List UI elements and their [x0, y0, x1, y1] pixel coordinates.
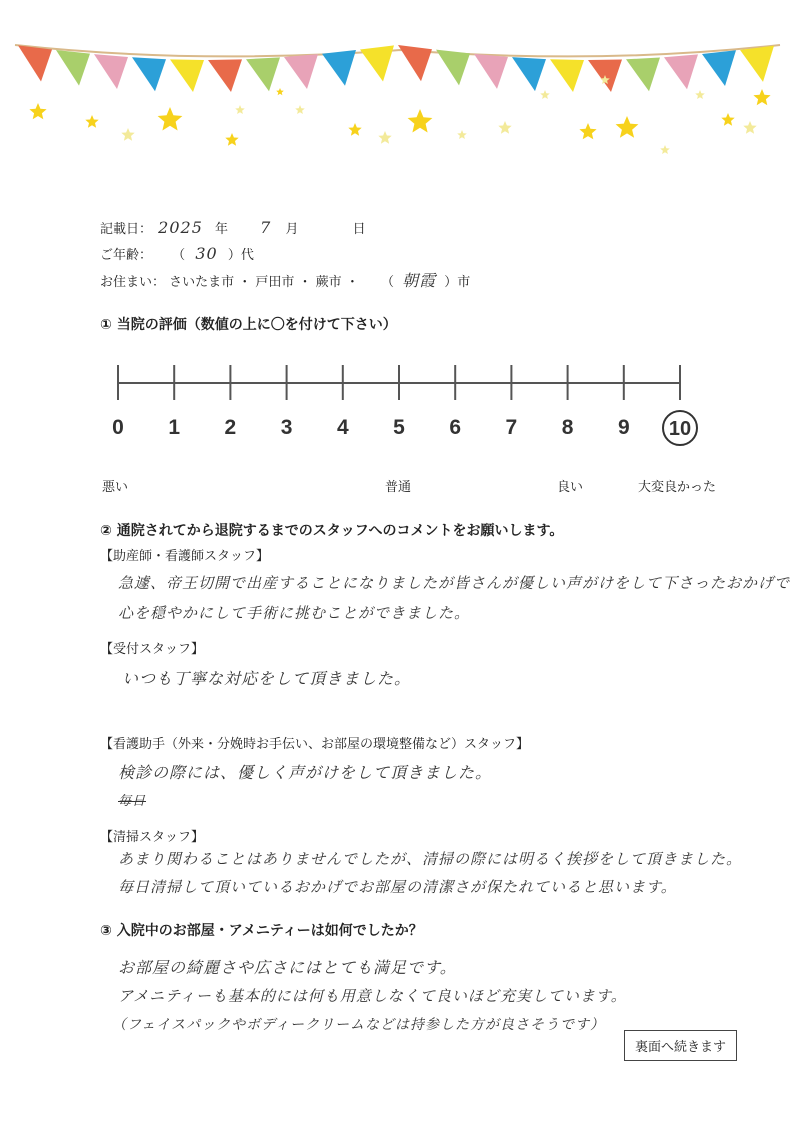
bunting-flag — [436, 50, 470, 86]
star-icon — [235, 105, 245, 114]
star-icon — [121, 128, 134, 141]
label-normal: 普通 — [385, 480, 412, 495]
bunting-flag — [246, 57, 280, 91]
continue-box — [624, 1030, 737, 1061]
bunting-flag — [474, 54, 508, 89]
star-icon — [348, 123, 361, 136]
star-icon — [579, 123, 596, 139]
star-icon — [660, 145, 670, 154]
star-icon — [721, 113, 734, 126]
reception-comment-line1: いつも丁寧な対応をして頂きました。 — [122, 669, 412, 688]
assistant-title: 【看護助手（外来・分娩時お手伝い、お部屋の環境整備など）スタッフ】 — [100, 737, 530, 752]
bunting-flag — [626, 58, 660, 92]
bunting-flag — [18, 45, 52, 81]
section2-title: ② 通院されてから退院するまでのスタッフへのコメントをお願いします。 — [100, 523, 564, 539]
star-icon — [753, 89, 770, 105]
rating-scale — [0, 350, 800, 410]
bunting-flag — [322, 50, 356, 86]
scale-tick-label[interactable]: 9 — [617, 416, 630, 439]
address-open: （ — [380, 275, 394, 290]
star-icon — [378, 131, 391, 144]
star-icon — [616, 116, 639, 138]
star-decorations — [29, 75, 770, 154]
scale-tick-label[interactable]: 0 — [112, 416, 124, 439]
star-icon — [85, 115, 98, 128]
section3-comment-line1: お部屋の綺麗さや広さにはとても満足です。 — [118, 958, 457, 977]
address-options: さいたま市 ・ 戸田市 ・ 蕨市 ・ — [169, 275, 359, 290]
cleaning-comment-line2: 毎日清掃して頂いているおかげでお部屋の清潔さが保たれていると思います。 — [118, 878, 677, 896]
star-icon — [295, 105, 305, 114]
scale-tick-label[interactable]: 8 — [561, 416, 574, 439]
bunting-flag — [740, 46, 774, 82]
midwife-comment-line2: 心を穏やかにして手術に挑むことができました。 — [118, 604, 471, 622]
bunting-flag — [360, 45, 394, 81]
star-icon — [276, 88, 284, 95]
address-close: ）市 — [444, 275, 471, 290]
age-close: ）代 — [227, 248, 254, 263]
bunting-flag — [550, 59, 584, 92]
date-label: 記載日： — [100, 222, 153, 237]
bunting-flag — [132, 57, 166, 91]
month-value: 7 — [260, 218, 272, 237]
bunting-flag — [170, 59, 204, 92]
bunting-banner — [0, 0, 800, 180]
assistant-struck-text: 毎日 — [118, 794, 147, 809]
midwife-comment-line1: 急遽、帝王切開で出産することになりましたが皆さんが優しい声がけをして下さったおかげで — [118, 574, 791, 592]
reception-title: 【受付スタッフ】 — [100, 642, 205, 657]
star-icon — [743, 121, 756, 134]
star-icon — [29, 103, 46, 119]
bunting-flags — [18, 45, 774, 92]
bunting-flag — [702, 50, 736, 86]
scale-tick-label[interactable]: 1 — [168, 416, 181, 439]
star-icon — [540, 90, 550, 99]
star-icon — [695, 90, 705, 99]
label-very-good: 大変良かった — [638, 480, 717, 495]
cleaning-comment-line1: あまり関わることはありませんでしたが、清掃の際には明るく挨拶をして頂きました。 — [118, 850, 743, 868]
date-row — [100, 218, 366, 237]
scale-tick-label[interactable]: 5 — [393, 416, 405, 439]
month-unit: 月 — [285, 222, 299, 237]
scale-tick-label[interactable]: 4 — [336, 416, 349, 439]
bunting-flag — [512, 57, 546, 91]
section1-title: ① 当院の評価（数値の上に〇を付けて下さい） — [100, 317, 397, 333]
star-icon — [498, 121, 511, 134]
bunting-string — [15, 45, 780, 56]
age-value: 30 — [195, 244, 218, 263]
age-open: （ — [172, 248, 186, 263]
assistant-comment-line1: 検診の際には、優しく声がけをして頂きました。 — [118, 763, 493, 782]
scale-tick-label[interactable]: 7 — [505, 416, 518, 439]
section3-title: ③ 入院中のお部屋・アメニティーは如何でしたか？ — [100, 923, 423, 939]
star-icon — [457, 130, 467, 139]
address-value: 朝霞 — [402, 271, 437, 290]
cleaning-title: 【清掃スタッフ】 — [100, 830, 205, 845]
day-unit: 日 — [352, 222, 366, 237]
label-good: 良い — [557, 480, 584, 495]
continue-label: 裏面へ続きます — [635, 1040, 727, 1055]
address-row — [100, 268, 470, 291]
section3-comment-line2: アメニティーも基本的には何も用意しなくて良いほど充実しています。 — [118, 987, 627, 1005]
scale-tick-label[interactable]: 10 — [662, 410, 698, 446]
label-bad: 悪い — [102, 480, 129, 495]
bunting-flag — [208, 59, 242, 92]
scale-tick-label[interactable]: 6 — [449, 416, 462, 439]
age-row — [100, 244, 254, 263]
star-icon — [408, 109, 433, 133]
address-label: お住まい： — [100, 275, 166, 290]
bunting-flag — [398, 45, 432, 81]
scale-tick-label[interactable]: 2 — [224, 416, 237, 439]
year-value: 2025 — [158, 218, 203, 237]
age-label: ご年齢： — [100, 248, 153, 263]
bunting-flag — [56, 50, 90, 86]
midwife-title: 【助産師・看護師スタッフ】 — [100, 549, 270, 564]
bunting-flag — [664, 54, 698, 89]
bunting-flag — [284, 54, 318, 89]
year-unit: 年 — [215, 222, 229, 237]
section3-comment-line3: （フェイスパックやボディークリームなどは持参した方が良さそうです） — [112, 1017, 606, 1033]
star-icon — [158, 107, 183, 131]
scale-tick-label[interactable]: 3 — [280, 416, 293, 439]
bunting-flag — [94, 54, 128, 89]
star-icon — [225, 133, 238, 146]
